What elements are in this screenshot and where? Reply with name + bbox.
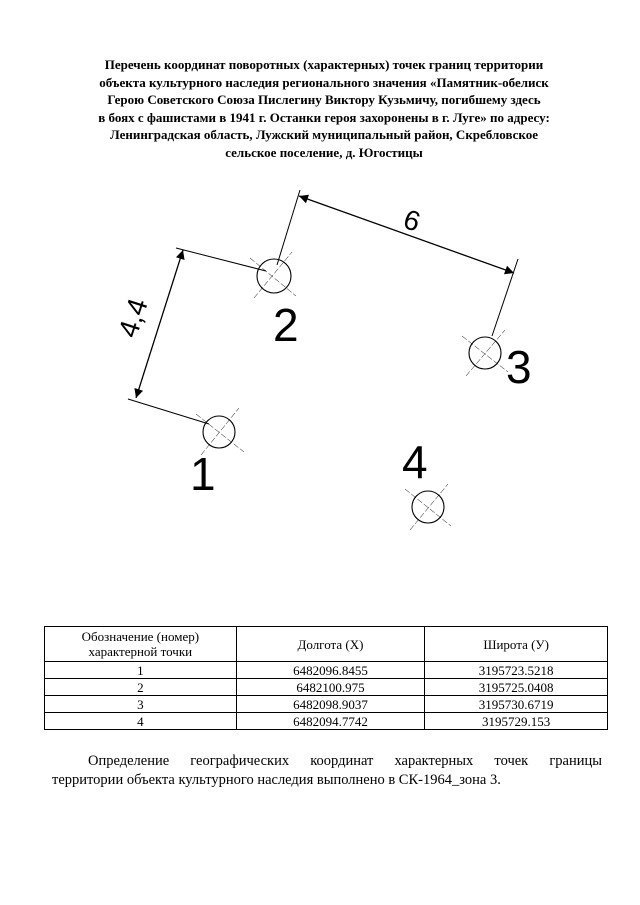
title-line: в боях с фашистами в 1941 г. Останки героя захоронены в г. Луге» по адресу: xyxy=(98,109,550,125)
column-header-point: Обозначение (номер) характерной точки xyxy=(45,627,237,662)
cell-x: 6482096.8455 xyxy=(236,662,425,679)
point-label-3: 3 xyxy=(506,341,532,393)
point-label-2: 2 xyxy=(273,299,299,351)
cell-y: 3195725.0408 xyxy=(425,679,608,696)
cell-y: 3195730.6719 xyxy=(425,696,608,713)
table-row xyxy=(45,713,608,730)
extension-line xyxy=(277,190,300,265)
cell-point: 3 xyxy=(45,696,237,713)
title-line: сельское поселение, д. Югостицы xyxy=(225,144,423,160)
cell-point: 1 xyxy=(45,662,237,679)
dimension-side-1-2 xyxy=(128,248,266,424)
dimension-side-2-3 xyxy=(277,190,518,336)
point-label-4: 4 xyxy=(402,436,428,488)
title-line: Ленинградская область, Лужский муниципальный район, Скребловское xyxy=(109,127,538,142)
column-header-latitude: Широта (У) xyxy=(425,627,608,662)
point-marker-2 xyxy=(250,252,296,298)
point-marker-3 xyxy=(462,330,508,376)
cell-point: 2 xyxy=(45,679,237,696)
dimension-label-4-4: 4,4 xyxy=(112,294,154,342)
cell-x: 6482094.7742 xyxy=(236,713,425,730)
cell-y: 3195723.5218 xyxy=(425,662,608,679)
extension-line xyxy=(128,399,209,424)
point-label-1: 1 xyxy=(190,448,216,500)
note-line-2: территории объекта культурного наследия выполнено в СК-1964_зона 3. xyxy=(52,772,501,788)
cell-x: 6482098.9037 xyxy=(236,696,425,713)
extension-line xyxy=(176,248,266,271)
table-header-row xyxy=(45,627,608,662)
title-line: Герою Советского Союза Пислегину Виктору Кузьмичу, погибшему здесь xyxy=(107,92,541,107)
cell-point: 4 xyxy=(45,713,237,730)
extension-line xyxy=(492,259,518,336)
coordinate-system-note xyxy=(52,752,602,790)
title-line: объекта культурного наследия регионального значения «Памятник-обелиск xyxy=(99,74,549,90)
table-row xyxy=(45,662,608,679)
note-line-1: Определение географических координат характерных точек границы xyxy=(88,753,602,769)
cell-y: 3195729.153 xyxy=(425,713,608,730)
cell-x: 6482100.975 xyxy=(236,679,425,696)
coordinates-table xyxy=(44,626,608,730)
column-header-longitude: Долгота (X) xyxy=(236,627,425,662)
point-marker-4 xyxy=(405,484,451,530)
table-row xyxy=(45,696,608,713)
table-row xyxy=(45,679,608,696)
dimension-label-6: 6 xyxy=(399,203,425,238)
title-line: Перечень координат поворотных (характерных) точек границ территории xyxy=(104,57,544,72)
